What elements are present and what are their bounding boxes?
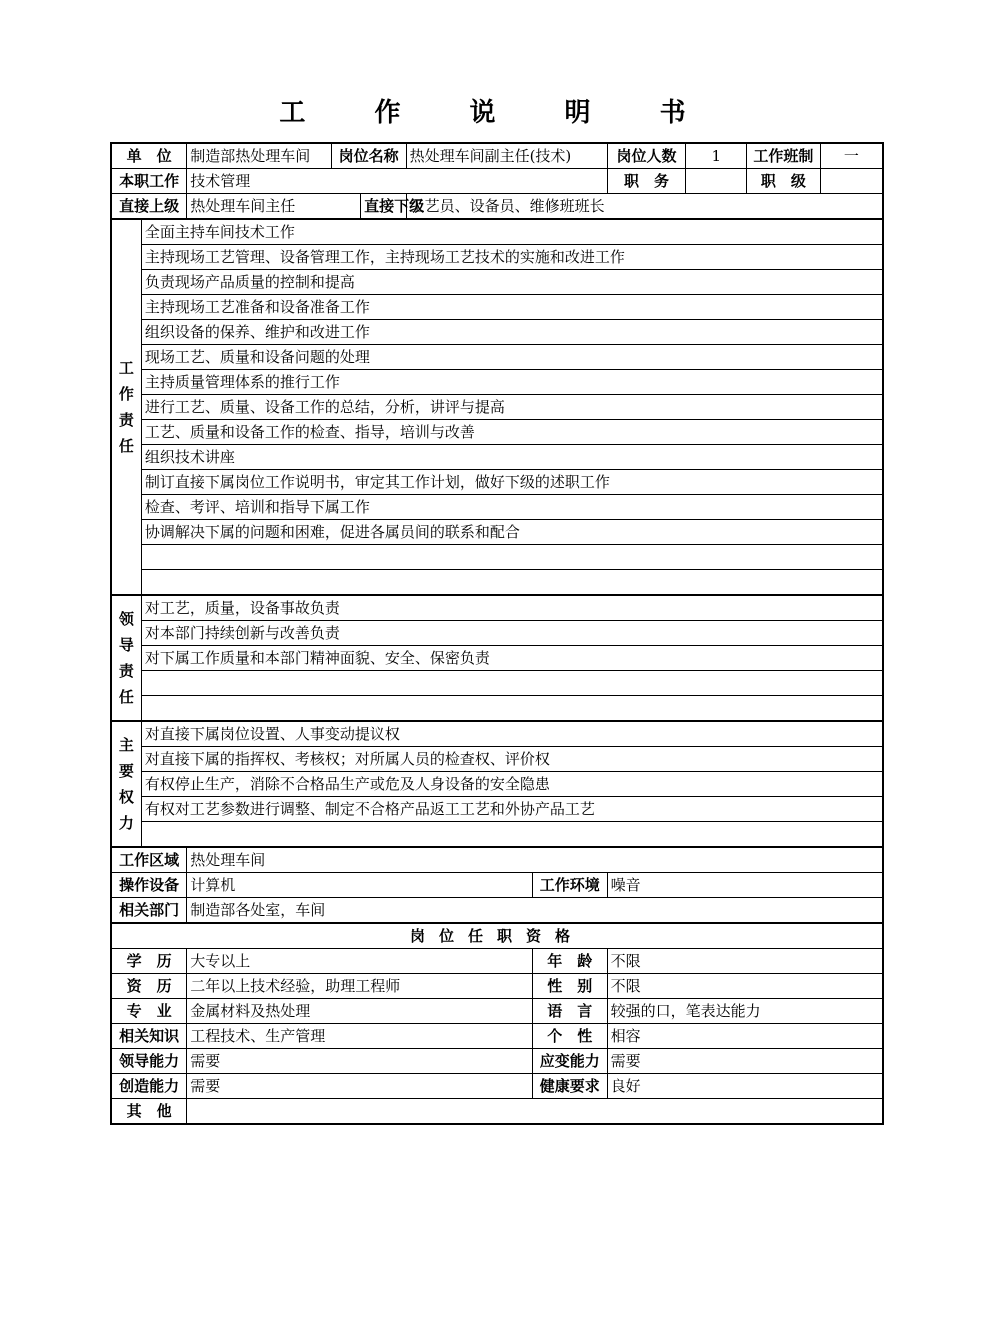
job-description-table xyxy=(110,142,884,1125)
other-value xyxy=(187,1099,883,1125)
auth-row xyxy=(111,747,883,772)
resp-row xyxy=(111,270,883,295)
resp-char: 责 xyxy=(118,411,134,429)
resp-item: 组织技术讲座 xyxy=(141,445,883,470)
lead-row xyxy=(111,621,883,646)
resp-item xyxy=(141,570,883,596)
resp-char: 任 xyxy=(118,437,134,455)
resp-row xyxy=(111,395,883,420)
qual-label: 健康要求 xyxy=(532,1074,607,1099)
responsibilities-label xyxy=(111,219,141,595)
qual-label: 资 历 xyxy=(111,974,187,999)
qual-value: 良好 xyxy=(607,1074,883,1099)
qual-row xyxy=(111,1049,883,1074)
resp-item: 工艺、质量和设备工作的检查、指导，培训与改善 xyxy=(141,420,883,445)
qualifications-heading: 岗位任职资格 xyxy=(111,923,883,949)
resp-row xyxy=(111,320,883,345)
leadership-label xyxy=(111,595,141,721)
area-row xyxy=(111,847,883,873)
area-label: 工作区域 xyxy=(111,847,187,873)
resp-item: 主持现场工艺准备和设备准备工作 xyxy=(141,295,883,320)
qual-value: 需要 xyxy=(607,1049,883,1074)
resp-item: 负责现场产品质量的控制和提高 xyxy=(141,270,883,295)
header-row-3 xyxy=(111,194,883,220)
resp-char: 作 xyxy=(118,385,134,403)
lead-row xyxy=(111,595,883,621)
resp-row xyxy=(111,470,883,495)
auth-char: 主 xyxy=(118,736,134,754)
lead-item: 对工艺，质量，设备事故负责 xyxy=(141,595,883,621)
qual-value: 工程技术、生产管理 xyxy=(187,1024,533,1049)
resp-item: 全面主持车间技术工作 xyxy=(141,219,883,245)
lead-item: 对下属工作质量和本部门精神面貌、安全、保密负责 xyxy=(141,646,883,671)
resp-item: 进行工艺、质量、设备工作的总结，分析，讲评与提高 xyxy=(141,395,883,420)
lead-row xyxy=(111,671,883,696)
post-name-label: 岗位名称 xyxy=(331,143,406,169)
lead-char: 导 xyxy=(118,636,134,654)
qual-label: 领导能力 xyxy=(111,1049,187,1074)
auth-item: 有权对工艺参数进行调整、制定不合格产品返工工艺和外协产品工艺 xyxy=(141,797,883,822)
qual-label: 应变能力 xyxy=(532,1049,607,1074)
qual-row xyxy=(111,999,883,1024)
headcount-label: 岗位人数 xyxy=(607,143,686,169)
job-label: 本职工作 xyxy=(111,169,187,194)
resp-item: 制订直接下属岗位工作说明书，审定其工作计划，做好下级的述职工作 xyxy=(141,470,883,495)
qual-label: 性 别 xyxy=(532,974,607,999)
env-value: 噪音 xyxy=(607,873,883,898)
header-row-2 xyxy=(111,169,883,194)
resp-row xyxy=(111,445,883,470)
shift-label: 工作班制 xyxy=(747,143,821,169)
qual-value: 较强的口，笔表达能力 xyxy=(607,999,883,1024)
superior-value: 热处理车间主任 xyxy=(187,194,361,220)
dept-value: 制造部各处室，车间 xyxy=(187,898,883,924)
subordinate-label: 直接下级 xyxy=(361,194,406,220)
lead-char: 责 xyxy=(118,662,134,680)
resp-row xyxy=(111,495,883,520)
equipment-label: 操作设备 xyxy=(111,873,187,898)
auth-char: 权 xyxy=(118,788,134,806)
qual-value: 二年以上技术经验，助理工程师 xyxy=(187,974,533,999)
qual-row xyxy=(111,949,883,974)
qual-label: 学 历 xyxy=(111,949,187,974)
resp-row xyxy=(111,570,883,596)
auth-item: 对直接下属的指挥权、考核权；对所属人员的检查权、评价权 xyxy=(141,747,883,772)
unit-value: 制造部热处理车间 xyxy=(187,143,331,169)
resp-item: 主持质量管理体系的推行工作 xyxy=(141,370,883,395)
level-label: 职 级 xyxy=(747,169,821,194)
auth-char: 要 xyxy=(118,762,134,780)
lead-item: 对本部门持续创新与改善负责 xyxy=(141,621,883,646)
qual-label: 语 言 xyxy=(532,999,607,1024)
qual-value: 相容 xyxy=(607,1024,883,1049)
auth-row xyxy=(111,721,883,747)
page-title: 工 作 说 明 书 xyxy=(279,98,716,128)
resp-item: 组织设备的保养、维护和改进工作 xyxy=(141,320,883,345)
unit-label: 单 位 xyxy=(111,143,187,169)
resp-row xyxy=(111,520,883,545)
resp-row xyxy=(111,545,883,570)
equipment-row xyxy=(111,873,883,898)
dept-row xyxy=(111,898,883,924)
resp-item xyxy=(141,545,883,570)
other-label: 其 他 xyxy=(111,1099,187,1125)
lead-item xyxy=(141,696,883,722)
qual-row xyxy=(111,1074,883,1099)
qual-label: 年 龄 xyxy=(532,949,607,974)
resp-row xyxy=(111,420,883,445)
qual-row xyxy=(111,1024,883,1049)
lead-char: 任 xyxy=(118,688,134,706)
resp-item: 检查、考评、培训和指导下属工作 xyxy=(141,495,883,520)
qual-value: 金属材料及热处理 xyxy=(187,999,533,1024)
equipment-value: 计算机 xyxy=(187,873,533,898)
env-label: 工作环境 xyxy=(532,873,607,898)
post-name-value: 热处理车间副主任(技术) xyxy=(406,143,607,169)
resp-row xyxy=(111,295,883,320)
resp-item: 协调解决下属的问题和困难，促进各属员间的联系和配合 xyxy=(141,520,883,545)
authority-label xyxy=(111,721,141,847)
shift-value: 一 xyxy=(820,143,883,169)
duty-value xyxy=(686,169,747,194)
auth-item xyxy=(141,822,883,848)
qual-label: 创造能力 xyxy=(111,1074,187,1099)
auth-item: 有权停止生产，消除不合格品生产或危及人身设备的安全隐患 xyxy=(141,772,883,797)
resp-row xyxy=(111,345,883,370)
job-value: 技术管理 xyxy=(187,169,607,194)
subordinate-value: 工艺员、设备员、维修班班长 xyxy=(406,194,883,220)
header-row-1 xyxy=(111,143,883,169)
lead-item xyxy=(141,671,883,696)
auth-row xyxy=(111,822,883,848)
auth-item: 对直接下属岗位设置、人事变动提议权 xyxy=(141,721,883,747)
qual-value: 需要 xyxy=(187,1074,533,1099)
qual-value: 大专以上 xyxy=(187,949,533,974)
lead-char: 领 xyxy=(118,610,134,628)
qual-row xyxy=(111,974,883,999)
resp-row xyxy=(111,370,883,395)
other-row xyxy=(111,1099,883,1125)
qual-label: 个 性 xyxy=(532,1024,607,1049)
dept-label: 相关部门 xyxy=(111,898,187,924)
auth-char: 力 xyxy=(118,814,134,832)
headcount-value: 1 xyxy=(686,143,747,169)
qual-label: 专 业 xyxy=(111,999,187,1024)
resp-char: 工 xyxy=(118,359,134,377)
auth-row xyxy=(111,797,883,822)
resp-item: 主持现场工艺管理、设备管理工作，主持现场工艺技术的实施和改进工作 xyxy=(141,245,883,270)
qual-value: 不限 xyxy=(607,974,883,999)
lead-row xyxy=(111,646,883,671)
duty-label: 职 务 xyxy=(607,169,686,194)
area-value: 热处理车间 xyxy=(187,847,883,873)
qual-value: 不限 xyxy=(607,949,883,974)
qual-label: 相关知识 xyxy=(111,1024,187,1049)
lead-row xyxy=(111,696,883,722)
level-value xyxy=(820,169,883,194)
qual-heading-row xyxy=(111,923,883,949)
superior-label: 直接上级 xyxy=(111,194,187,220)
auth-row xyxy=(111,772,883,797)
resp-row xyxy=(111,219,883,245)
qual-value: 需要 xyxy=(187,1049,533,1074)
resp-item: 现场工艺、质量和设备问题的处理 xyxy=(141,345,883,370)
resp-row xyxy=(111,245,883,270)
